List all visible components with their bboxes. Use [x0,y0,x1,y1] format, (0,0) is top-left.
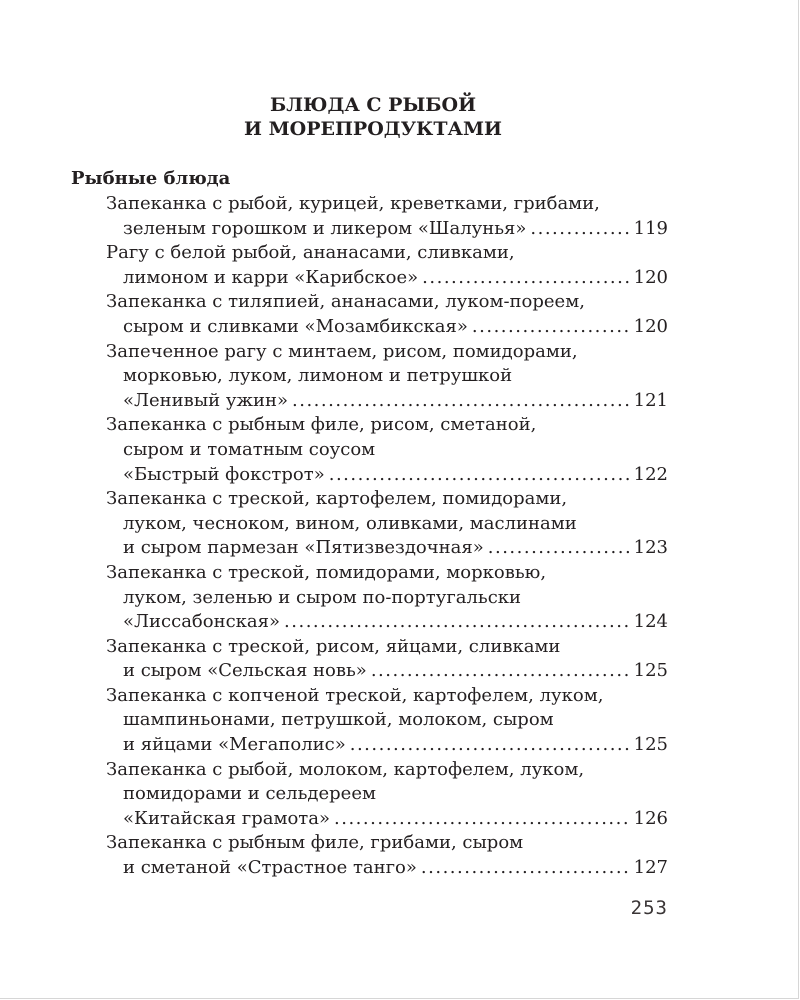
toc-entry-line: Запеканка с треской, рисом, яйцами, сливками [106,635,561,657]
toc-entry-line: шампиньонами, петрушкой, молоком, сыром [123,709,554,731]
toc-entry-title: и сыром пармезан «Пятизвездочная» [123,537,484,559]
toc-entry [106,684,668,758]
dot-leader [422,266,629,291]
dot-leader [292,389,630,414]
dot-leader [350,733,630,758]
page-number: 253 [630,897,668,919]
toc-entry-last-line [106,266,668,291]
toc-entry-line: сыром и томатным соусом [123,438,376,460]
toc-entry [106,290,668,339]
toc-entry-line: Рагу с белой рыбой, ананасами, сливками, [106,242,515,264]
dot-leader [329,463,630,488]
toc-entry [106,340,668,414]
section-title-line-1: БЛЮДА С РЫБОЙ [269,94,477,116]
toc-entry-title: сыром и сливками «Мозамбикская» [123,315,468,337]
toc-entry-last-line [106,536,668,561]
toc-entry-title: и сыром «Сельская новь» [123,660,367,682]
toc-entry-title: «Китайская грамота» [123,807,330,829]
toc-entry-title: «Быстрый фокстрот» [123,463,325,485]
toc-entry-page: 120 [633,315,668,337]
toc-entry-page: 123 [633,537,668,559]
toc-entry-last-line [106,659,668,684]
toc-entry [106,831,668,880]
toc-entry-line: Запеканка с копченой треской, картофелем, луком, [106,684,604,706]
toc-entry [106,192,668,241]
toc-entry-last-line [106,389,668,414]
toc-entry-line: Запеканка с рыбой, курицей, креветками, грибами, [106,193,600,214]
toc-entry-last-line [106,807,668,832]
toc-entry-line: помидорами и сельдереем [123,783,376,805]
toc-entry-line: Запеканка с тиляпией, ананасами, луком-пореем, [106,291,585,313]
dot-leader [421,856,630,881]
toc-entry-line: Запеканка с треской, помидорами, морковью, [106,561,547,583]
toc-entry-page: 120 [633,266,668,288]
toc-entry-line: Запеканка с рыбным филе, грибами, сыром [106,832,524,854]
dot-leader [488,536,630,561]
toc-entry-line: морковью, луком, лимоном и петрушкой [123,365,513,387]
toc-entry-line: луком, зеленью и сыром по-португальски [123,586,522,608]
toc-entry-line: Запеканка с рыбным филе, рисом, сметаной, [106,414,537,436]
subsection-title: Рыбные блюда [71,168,231,189]
toc-entry-page: 127 [633,857,668,879]
toc-entry-line: Запеченное рагу с минтаем, рисом, помидорами, [106,340,578,362]
dot-leader [334,807,630,832]
toc-entry [106,758,668,832]
toc-entry-page: 124 [633,611,668,633]
toc-entry-page: 126 [633,807,668,829]
toc-entry-last-line [106,733,668,758]
toc-entry-page: 122 [633,463,668,485]
toc-entry-page: 125 [633,734,668,756]
toc-entry-last-line [106,856,668,881]
toc-entry-last-line [106,315,668,340]
dot-leader [371,659,630,684]
toc-entry-title: и яйцами «Мегаполис» [123,734,346,756]
toc-entry-title: лимоном и карри «Карибское» [123,266,419,288]
table-of-contents [106,192,668,881]
toc-entry [106,561,668,635]
toc-entry-last-line [106,463,668,488]
toc-entry-page: 121 [633,389,668,411]
toc-entry [106,241,668,290]
toc-entry-title: зеленым горошком и ликером «Шалунья» [123,217,527,239]
dot-leader [472,315,630,340]
toc-entry-line: Запеканка с рыбой, молоком, картофелем, луком, [106,758,585,780]
toc-entry-last-line [106,610,668,635]
toc-entry [106,413,668,487]
toc-entry-line: Запеканка с треской, картофелем, помидорами, [106,488,568,510]
toc-entry-title: «Лиссабонская» [123,611,281,633]
toc-entry-page: 119 [633,217,668,239]
toc-entry-title: и сметаной «Страстное танго» [123,857,417,879]
toc-entry [106,487,668,561]
toc-entry-last-line [106,217,668,242]
toc-entry-page: 125 [633,660,668,682]
dot-leader [530,217,629,242]
section-title-line-2: И МОРЕПРОДУКТАМИ [244,118,502,140]
toc-entry-title: «Ленивый ужин» [123,389,289,411]
toc-entry [106,635,668,684]
toc-entry-line: луком, чесноком, вином, оливками, маслинами [123,512,577,534]
dot-leader [284,610,630,635]
